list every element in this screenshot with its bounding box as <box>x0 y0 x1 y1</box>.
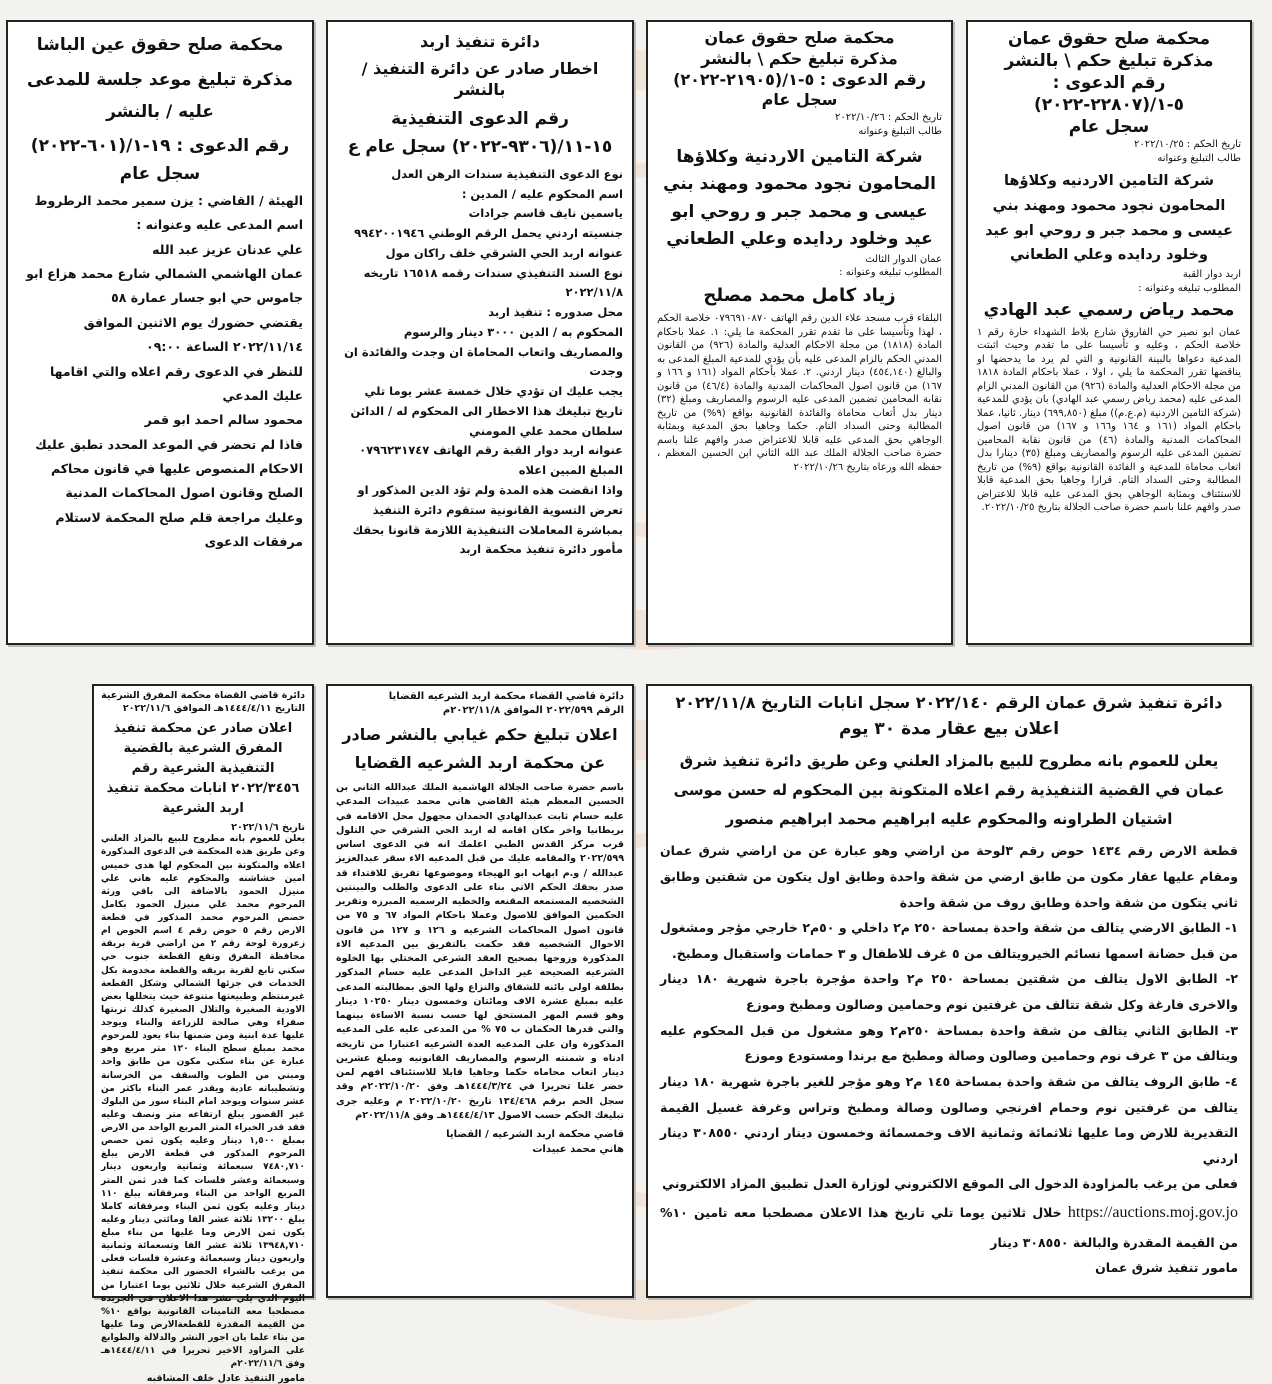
claimant-name: شركة التامين الاردنية وكلاؤها المحامون نجود محمود ومهند بني عيسى و محمد جبر و روحي ابو عيد وخلود ردايده وعلي الطعاني <box>663 147 936 249</box>
plaintiff-name: محمود سالم احمد ابو قمر <box>144 412 303 428</box>
judgment-date: تاريخ الحكم : ٢٠٢٢/١٠/٢٦ <box>835 112 942 124</box>
warning-text: واذا انقضت هذه المدة ولم تؤد الدين المذكور او تعرض التسوية القانونية ستقوم دائرة التنفيذ بمباشرة المعاملات التنفيذية اللازمة قانونا بحقك <box>352 483 623 537</box>
defendant-address: عمان الهاشمي الشمالي شارع محمد هزاع ابو جاموس حي ابو جسار عمارة ٥٨ <box>26 266 303 306</box>
case-purpose: للنظر في الدعوى رقم اعلاه والتي اقامها عليك المدعي <box>49 363 303 403</box>
court-title: محكمة صلح حقوق عمان <box>1008 29 1210 49</box>
defendant-name: زياد كامل محمد مصلح <box>703 284 896 306</box>
officer-signature: مامور تنفيذ شرق عمان <box>1095 1260 1238 1276</box>
notice-subtitle: مذكرة تبليغ موعد جلسة للمدعى عليه / بالنشر <box>26 70 294 123</box>
claimant-address: اربد دوار القبة <box>1182 269 1241 281</box>
auction-body: يعلن للعموم بانه مطروح للبيع بالمزاد العلني وعن طريق هذه المحكمة في الدعوى المذكورة اعلاه والمتكونة بين المحكوم لها هدى خميس امين خشاشنه والمحكوم عليه هاني علي منيزل الحمود بالاضافة الى باقي ورثة المرحوم محمد علي منيزل الحمود بكامل حصص المرحوم محمد المذكور في قطعة الارض رقم ٥ حوض رقم ٤ اسم الحوض ام زعرورة لوحة رقم ٢ من اراضي قرية بريقة محافظة المفرق وتقع القطعة جنوب حي سكني تابع لقرية بريقه والقطعة مخدومة بكل الخدمات في جزئها الشمالي وشكل القطعة غيرمنتظم وطبيعتها متنوعة حيث يتخللها بعض الاودية الصغيرة والتلال الصغيرة كذلك تربتها صفراء وهي صالحة للزراعة والبناء ويوجد عليها عدة ابنية ومن ضمنها بناء يعود للمرحوم محمد بمبلغ سطح البناء ١٢٠ متر مربع وهو عبارة عن بناء سكني مكون من طابق واحد ومبني من الطوب والسقف من الخرسانة وتشطيباته عادية ويقدر عمر البناء باكثر من عشر سنوات ويوجد امام البناء سور من البلوك غير القصور يبلغ ارتفاعه متر ونصف وعليه فقد قدر الخبراء المتر المربع الواحد من الارض بمبلغ ١,٥٠٠ دينار وعليه يكون ثمن حصص المرحوم المذكور في قطعة الارض يبلغ ٧٤٨٠,٧١٠ سبعمائة وثمانية واربعون دينار وسبعمائة وعشر فلسات كما قدر ثمن المتر المربع الواحد من البناء ومرفقاته يبلغ ١١٠ دينار وعليه يكون ثمن البناء ومرفقاته كاملا يبلغ ١٣٢٠٠ ثلاثة عشر الفا ومائتي دينار وعليه يكون ثمن الارض وما عليها من بناء مبلغ ١٣٩٤٨,٧١٠ ثلاثة عشر الفا وتسعمائة وثمانية واربعون دينار وسبعمائة وعشرة فلسات فعلى من يرغب بالشراء الحضور الى محكمة تنفيذ المفرق الشرعية خلال ثلاثين يوما اعتبارا من اليوم الذي يلي نشر هذا الاعلان في الجريدة مصطحبا معه التامينات القانونية بواقع ١٠% من القيمة المقدرة للقطعةالارض وما عليها من بناء علما بان اجور النشر والدلالة والطوابع على المزاود الاخير تحريرا في ١٤٤٤/٤/١١هـ وفق ٢٠٢٢/١١/٦م <box>101 834 306 1370</box>
second-floor: ٣- الطابق الثاني يتالف من شقة واحدة بمساحة ٢٥٠م٢ وهو مشغول من قبل المحكوم عليه ويتالف من ٣ غرف نوم وحمامين وصالون وصالة ومطبخ مع برندا ومستودع وموزع <box>660 1022 1238 1064</box>
payment-demand: يجب عليك ان تؤدي خلال خمسة عشر يوما تلي تاريخ تبليغك هذا الاخطار الى المحكوم له / الدائن سلطان محمد علي المومني <box>350 384 623 438</box>
defendant-name: محمد رياض رسمي عبد الهادي <box>983 300 1235 321</box>
notice-mafraq-sharia <box>92 684 314 1384</box>
auction-url[interactable]: https://auctions.moj.gov.jo <box>1067 1204 1238 1222</box>
hearing-date: يقتضي حضورك يوم الاثنين الموافق ٢٠٢٢/١١/١٤ الساعة ٠٩:٠٠ <box>83 314 303 355</box>
notice-title: اعلان تبليغ حكم غيابي بالنشر صادر عن محكمة اربد الشرعيه القضايا <box>342 725 618 772</box>
notice-irbid-execution <box>326 20 634 645</box>
record-type: سجل عام <box>1068 117 1150 138</box>
auction-subheader: اعلان بيع عقار مدة ٣٠ يوم <box>838 718 1060 739</box>
notice-amman-21905 <box>646 20 953 645</box>
notice-east-amman-auction <box>646 684 1252 1298</box>
recipient-label: المطلوب تبليغه وعنوانه : <box>839 267 942 279</box>
defendant-name: علي عدنان عزيز عبد الله <box>152 241 303 257</box>
notice-title: اعلان صادر عن محكمة تنفيذ المفرق الشرعية بالقضية التنفيذية الشرعية رقم ٢٠٢٢/٣٤٥٦ انابات محكمة تنفيذ اربد الشرعية <box>106 720 300 817</box>
absence-warning: فاذا لم تحضر في الموعد المحدد تطبق عليك الاحكام المنصوص عليها في قانون محاكم الصلح وقانون اصول المحاكمات المدنية <box>35 436 303 501</box>
court-header: دائرة قاضي القضاء محكمة اربد الشرعيه القضايا <box>388 691 624 702</box>
court-title: محكمة صلح حقوق عين الباشا <box>36 35 284 55</box>
attachments-note: وعليك مراجعة قلم صلح المحكمة لاستلام مرفقات الدعوى <box>55 509 303 550</box>
judge-name: الهيئة / القاضي : يزن سمير محمد الرطروط <box>34 192 303 208</box>
auction-intro: يعلن للعموم بانه مطروح للبيع بالمزاد العلني وعن طريق دائرة تنفيذ شرق عمان في القضية التنفيذية رقم اعلاه المتكونة بين المحكوم له حسن موسى اشتيان الطراونه والمحكوم عليه ابراهيم محمد ابراهيم منصور <box>673 751 1225 829</box>
judgment-body: باسم حضرة صاحب الجلالة الهاشمية الملك عبدالله الثاني بن الحسين المعظم هيئة القاضي هاني محمد عبيدات المدعي عليه حسام ثابت عبدالهادي الحمدان مجهول محل الاقامه في بريطانيا واخر مكان اقامه له اربد الحي الشرقي حي التلول قرب مركز القدس الطبي اعلمك انه في الدعوى اساس ٢٠٢٢/٥٩٩ والمقامه عليك من قبل المدعيه الاء سقر عبدالعزيز عبدالله / و.م ابهاب ابو الهيجاء وموضوعها تفريق للافتداء قد صدر بحقك الحكم الاتي بناء على الدعوى والطلب والبينتين الشخصيه المستمعه المقنعه والخطيه الرسميه المبرزه وتقرير الحكمين الموافق للاصول وعملا باحكام المواد ٦٧ و ٧٥ من قانون اصول المحاكمات الشرعيه و ١٢٦ و ١٢٧ من قانون الاحوال الشخصيه فقد حكمت بالتفريق بين المدعيه الاء المذكورة وزوجها بصحيح العقد الشرعي المختلي بها الخلوة الشرعيه الصحيحه غير الداخل المدعى عليه حسام المذكور بطلقة اولى بائنه للشقاق والنزاع ولها الحق بمطالبته المدعى عليه بمبلغ عشرة الاف ومائتان وخمسون دينار ١٠٢٥٠ دينار وهو قسم المهر المستحق لها حسب نسبة الاساءة بينهما والتي قدرها الحكمان ب ٧٥ % من المدعى عليه على المدعيه المذكورة وان على المدعيه العدة الشرعيه اعتبارا من تاريخه ادناه و شمنته الرسوم والمصاريف القانونيه ومبلغ عشرين دينار اتعاب محاماه حكما وجاهيا قابلا للاستئناف افهم لمن حضر علنا تحريرا في ١٤٤٤/٣/٢٤هـ وفق ٢٠٢٢/١٠/٢٠م وقد سجل الحم برقم ١٣٤/٤٦٨ تاريخ ٢٠٢٢/١٠/٢٠ م وعليه جرى تبليغك الحكم حسب الاصول ١٤٤٤/٤/١٣هـ وفق ٢٠٢٢/١١/٨م <box>336 782 624 1121</box>
instrument-info: نوع السند التنفيذي سندات رقمه ١٦٥١٨ تاريخه ٢٠٢٢/١١/٨ <box>363 265 623 300</box>
notice-type: مذكرة تبليغ حكم \ بالنشر <box>701 48 898 68</box>
bidding-instructions: فعلى من يرغب بالمزاودة الدخول الى الموقع الالكتروني لوزارة العدل تطبيق المزاد الالكتروني <box>662 1176 1238 1192</box>
court-header: دائرة قاضي القضاة محكمة المفرق الشرعية <box>101 690 305 701</box>
case-number: رقم الدعوى التنفيذية ١٥-١١/(٩٣٠٦-٢٠٢٢) سجل عام ع <box>347 109 613 157</box>
debt-amount: المحكوم به / الدين ٣٠٠٠ دينار والرسوم والمصاريف واتعاب المحاماة ان وجدت والفائدة ان وجدت <box>344 324 623 379</box>
case-number: رقم الدعوى : ٥-١/(٢٢٨٠٧-٢٠٢٢) <box>1033 73 1185 116</box>
roof-floor: ٤- طابق الروف يتالف من شقة واحدة بمساحة ١٤٥ م٢ وهو مؤجر للغير باجرة شهرية ١٨٠ دينار يتالف من غرفتين نوم وحمام افرنجي وصالون وصالة ومطبخ وتراس وغرفة غسيل القيمة التقديرية للارض وما عليها ثلاثمائة وثمانية الاف وخمسمائة وخمسون دينار اردني ٣٠٨٥٥٠ دينار اردني <box>660 1073 1239 1166</box>
first-floor: ٢- الطابق الاول يتالف من شقتين بمساحة ٢٥٠ م٢ واحدة مؤجرة باجرة شهرية ١٨٠ دينار والاخرى فارغة وكل شقة تتالف من غرفتين نوم وحمامين وصالون ومطبخ وموزع <box>660 971 1239 1013</box>
requester-label: طالب التبليغ وعنوانه <box>1157 152 1241 164</box>
record-type: سجل عام <box>119 163 201 184</box>
record-type: سجل عام <box>761 90 838 110</box>
auction-header: دائرة تنفيذ شرق عمان الرقم ٢٠٢٢/١٤٠ سجل انابات التاريخ ٢٠٢٢/١١/٨ <box>675 693 1223 712</box>
judge-name: هاني محمد عبيدات <box>532 1144 624 1155</box>
court-title: محكمة صلح حقوق عمان <box>704 28 895 47</box>
judgment-body: عمان ابو نصير حي الفاروق شارع بلاط الشهداء حارة رقم ١ خلاصة الحكم ، وعليه و تأسيسا على ما تقدم وحيث اثبتت المدعية دعواها بالبينة القانونية و التي لم يرد ما يدحضها او يناقضها تقرر المحكمة ما يلي ، اولا ، عملا باحكام المادة ١٨١٨ من مجلة الاحكام العدلية والمادة (٩٢٦) من القانون المدني الزام المدعى عليه (محمد رياض رسمي عبد الهادي) بان يؤدي للمدعية (شركة التامين الاردنية (م.ع.م)) مبلغ (٦٩٩,٨٥٠) دينار. ثانيا، عملا باحكام المواد (١٦١ و ١٦٤ و١٦٦ و ١٦٧) من قانون اصول المحاكمات المدنية والمادة (٤٦) من قانون نقابة المحامين تضمين المدعى عليه الرسوم والمصاريف ومبلغ (٣٥) دينارا بدل اتعاب محاماة للمدعية و الفائدة القانونية بواقع (٩%) من تاريخ المطالبة وحتى السداد التام. قرارا وجاهيا بحق المدعية قابلا للاستئناف وبمثابة الوجاهي بحق المدعى عليه قابلا للاعتراض صدر وافهم علنا باسم حضرة صاحب الجلالة بتاريخ ٢٠٢٢/١٠/٢٥. <box>977 326 1242 514</box>
notice-ain-basha <box>6 20 314 645</box>
defendant-label: اسم المدعى عليه وعنوانه : <box>136 217 303 233</box>
department-title: دائرة تنفيذ اربد <box>419 32 540 51</box>
notice-date: تاريخ ٢٠٢٢/١١/٦ <box>231 822 305 834</box>
creditor-address: عنوانه اربد دوار القبة رقم الهاتف ٠٧٩٦٢٣١٧٤٧ <box>359 443 623 458</box>
judge-title: قاضي محكمة اربد الشرعيه / القضايا <box>446 1129 624 1140</box>
header-date: التاريخ ١٤٤٤/٤/١١هـ الموافق ٢٠٢٢/١١/٦ <box>122 702 305 714</box>
notice-amman-22807 <box>966 20 1252 645</box>
amount-note: المبلغ المبين اعلاه <box>518 463 623 478</box>
ground-floor: ١- الطابق الارضي يتالف من شقة واحدة بمساحة ٢٥٠ م٢ داخلي و ٥٠م٢ خارجي مؤجر ومشغول من قبل حضانة اسمها نسائم الخيرويتالف من ٥ غرف للاطفال و ٣ حمامات واستقبال ومطبخ. <box>660 920 1238 961</box>
case-number: رقم الدعوى : ٥-١/(٢١٩٠٥-٢٠٢٢) <box>673 69 926 89</box>
notice-subtitle: اخطار صادر عن دائرة التنفيذ / بالنشر <box>361 58 599 99</box>
case-ref: الرقم ٢٠٢٢/٥٩٩ الموافق ٢٠٢٢/١١/٨م <box>442 704 624 716</box>
debtor-address: عنوانه اربد الحي الشرقي خلف راكان مول <box>385 245 623 260</box>
requester-label: طالب التبليغ وعنوانه <box>858 125 942 137</box>
debtor-name: ياسمين نايف قاسم جرادات <box>468 206 623 221</box>
officer-signature: مامور التنفيذ عادل خلف المشاقبه <box>146 1373 305 1384</box>
notice-irbid-sharia <box>326 684 634 1298</box>
claimant-name: شركة التامين الاردنيه وكلاؤها المحامون نجود محمود ومهند بني عيسى و محمد جبر و روحي ابو عيد وخلود ردايده وعلي الطعاني <box>985 173 1233 264</box>
judgment-body: البلقاء قرب مسجد علاء الدين رقم الهاتف ٠٧٩٦٩١٠٨٧٠ خلاصة الحكم ، لهذا وتأسيسا على ما تقدم تقرر المحكمة ما يلي: ١. عملا باحكام المادة (١٨١٨) من مجلة الاحكام العدلية والمادة (٩٢٦) من القانون المدني الحكم بالزام المدعى عليه بأن يؤدي للمدعية المبلغ المدعى به والبالغ (٤٥٤,١٤٠) دينار اردني. ٢. عملا بأحكام المواد (١٦١ و ١٦٦ و ١٦٧) من قانون اصول المحاكمات المدنية والمادة (٤٦/٤) من قانون نقابة المحامين تضمين المدعى عليه الرسوم والمصاريف ومبلغ (٣٢) دينار بدل أتعاب محاماة والفائدة القانونية بواقع (٩%) من تاريخ المطالبة وحتى السداد التام. حكما وجاهيا بحق المدعية وبمثابة الوجاهي بحق المدعى عليه قابلا للاعتراض صدر وافهم علنا باسم حضرة صاحب الجلالة الملك عبد الله الثاني ابن الحسين المعظم ، حفظه الله ورعاه بتاريخ ٢٠٢٢/١٠/٢٦ <box>657 313 943 473</box>
issue-place: محل صدوره : تنفيذ اربد <box>488 305 623 320</box>
deposit-note: خلال ثلاثين يوما تلي تاريخ هذا الاعلان مصطحبا معه تامين ١٠% من القيمة المقدرة والبالغة ٣٠٨٥٥٠ دينار <box>660 1205 1238 1250</box>
case-type: نوع الدعوى التنفيذية سندات الرهن العدل <box>391 166 623 181</box>
judgment-date: تاريخ الحكم : ٢٠٢٢/١٠/٢٥ <box>1134 139 1241 151</box>
land-description: قطعة الارض رقم ١٤٣٤ حوض رقم ٣لوحة من اراضي وهو عبارة عن من اراضي شرق عمان ومقام عليها عقار مكون من طابق ارضي من شقة واحدة وطابق اول يتكون من شقتين وطابق ثاني يتكون من شقة واحدة وطابق روف من شقة واحدة <box>660 843 1238 910</box>
case-number: رقم الدعوى : ١٩-١/(٦٠١-٢٠٢٢) <box>30 135 290 156</box>
claimant-address: عمان الدوار الثالث <box>865 253 942 265</box>
recipient-label: المطلوب تبليغه وعنوانه : <box>1138 282 1241 294</box>
debtor-label: اسم المحكوم عليه / المدين : <box>461 186 623 201</box>
notice-type: مذكرة تبليغ حكم \ بالنشر <box>1004 51 1214 72</box>
officer-signature: مأمور دائرة تنفيذ محكمة اربد <box>459 542 623 557</box>
debtor-nationality: جنسيته اردني يحمل الرقم الوطني ٩٩٤٢٠٠١٩٤٦ <box>354 226 623 241</box>
